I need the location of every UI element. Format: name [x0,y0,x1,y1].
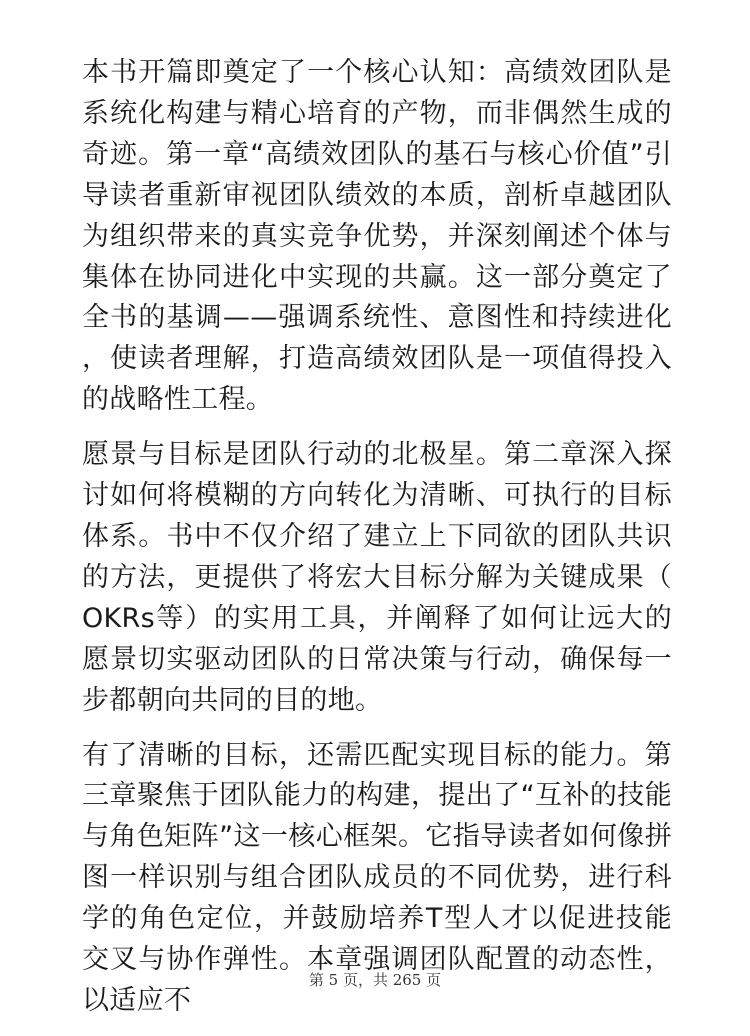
paragraph-1: 本书开篇即奠定了一个核心认知：高绩效团队是系统化构建与精心培育的产物，而非偶然生成的奇迹。第一章“高绩效团队的基石与核心价值”引导读者重新审视团队绩效的本质，剖析卓越团队为组织带来的真实竞争优势，并深刻阐述个体与集体在协同进化中实现的共赢。这一部分奠定了全书的基调——强调系统性、意图性和持续进化，使读者理解，打造高绩效团队是一项值得投入的战略性工程。 [82,57,672,416]
page-body [82,53,672,1036]
page-number-footer: 第 5 页，共 265 页 [308,971,442,989]
paragraph-2: 愿景与目标是团队行动的北极星。第二章深入探讨如何将模糊的方向转化为清晰、可执行的目标体系。书中不仅介绍了建立上下同欲的团队共识的方法，更提供了将宏大目标分解为关键成果（OKRs等）的实用工具，并阐释了如何让远大的愿景切实驱动团队的日常决策与行动，确保每一步都朝向共同的目的地。 [82,439,672,716]
paragraph-3: 有了清晰的目标，还需匹配实现目标的能力。第三章聚焦于团队能力的构建，提出了“互补的技能与角色矩阵”这一核心框架。它指导读者如何像拼图一样识别与组合团队成员的不同优势，进行科学的角色定位，并鼓励培养T型人才以促进技能交叉与协作弹性。本章强调团队配置的动态性，以适应不 [82,739,672,1016]
